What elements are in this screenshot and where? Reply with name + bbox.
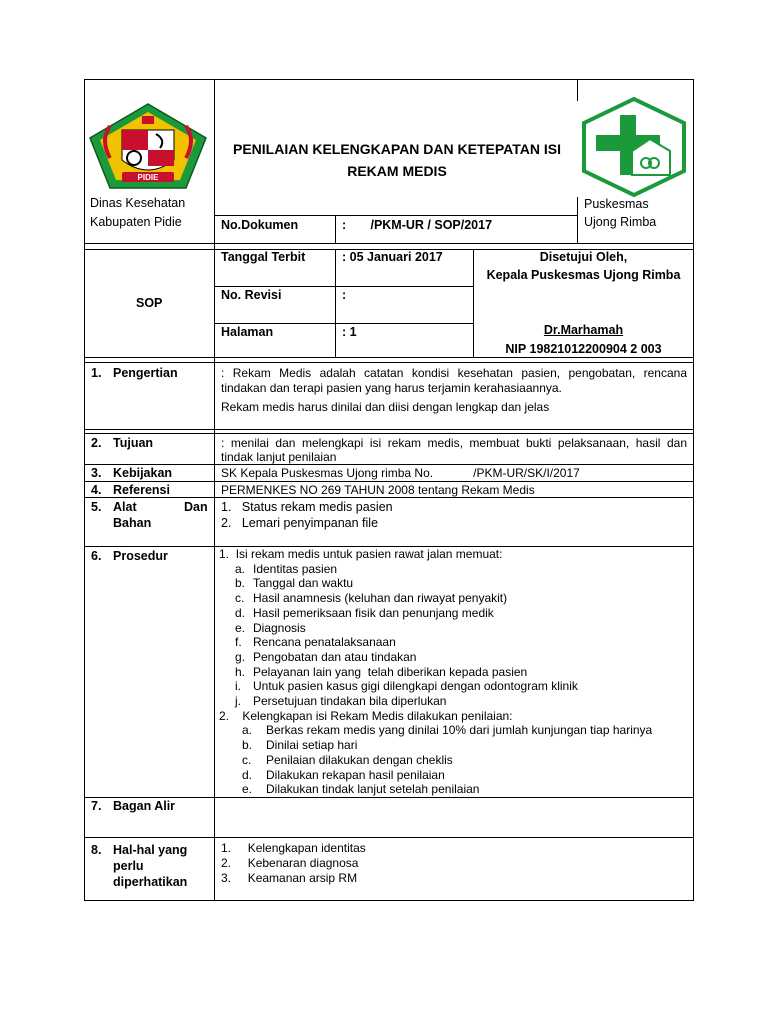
prosedur-subitem: i. Untuk pasien kasus gigi dilengkapi dengan odontogram klinik — [235, 679, 578, 694]
document-title: PENILAIAN KELENGKAPAN DAN KETEPATAN ISI REKAM MEDIS — [233, 141, 561, 179]
prosedur-subitem: e. Dilakukan tindak lanjut setelah penilaian — [242, 782, 480, 797]
prosedur-subitem: j. Persetujuan tindakan bila diperlukan — [235, 694, 447, 709]
section-5-item-1: 1. Status rekam medis pasien — [221, 500, 393, 514]
section-8-item-2: 2. Kebenaran diagnosa — [221, 856, 359, 870]
section-1-number: 1. — [91, 366, 102, 380]
section-5-label-a: Alat — [113, 500, 137, 514]
section-5-number: 5. — [91, 500, 102, 514]
approval-line1: Disetujui Oleh, — [539, 250, 628, 264]
left-org-line2: Kabupaten Pidie — [90, 215, 182, 229]
approval-line2: Kepala Puskesmas Ujong Rimba — [486, 268, 681, 282]
section-4-text: PERMENKES NO 269 TAHUN 2008 tentang Rekam Medis — [221, 483, 535, 497]
approver-nip: NIP 19821012200904 2 003 — [505, 342, 662, 356]
no-dokumen-value: : /PKM-UR / SOP/2017 — [342, 218, 493, 232]
section-2-label: Tujuan — [113, 436, 154, 450]
prosedur-list — [219, 547, 652, 797]
no-revisi-label: No. Revisi — [221, 288, 282, 302]
right-org-line2: Ujong Rimba — [584, 215, 657, 229]
halaman-value: : 1 — [342, 325, 357, 339]
section-8-item-3: 3. Keamanan arsip RM — [221, 871, 358, 885]
section-8-number: 8. — [91, 843, 102, 857]
prosedur-subitem: h. Pelayanan lain yang telah diberikan kepada pasien — [235, 664, 528, 679]
prosedur-subitem: d. Dilakukan rekapan hasil penilaian — [242, 767, 445, 782]
no-revisi-value: : — [342, 288, 347, 302]
section-8-label-a: Hal-hal yang — [113, 843, 188, 857]
section-5-label-c: Bahan — [113, 516, 152, 530]
prosedur-step-1: 1. Isi rekam medis untuk pasien rawat jalan memuat: — [219, 547, 503, 561]
tanggal-terbit-value: : 05 Januari 2017 — [342, 250, 443, 264]
prosedur-subitem: g. Pengobatan dan atau tindakan — [235, 649, 417, 664]
section-1-label: Pengertian — [113, 366, 178, 380]
prosedur-step-2: 2. Kelengkapan isi Rekam Medis dilakukan penilaian: — [219, 708, 513, 723]
prosedur-subitem: a. Berkas rekam medis yang dinilai 10% dari jumlah kunjungan tiap harinya — [242, 723, 653, 738]
section-3-number: 3. — [91, 466, 102, 480]
section-8-label-b: perlu — [113, 859, 144, 873]
prosedur-subitem: e. Diagnosis — [235, 620, 306, 635]
section-7-label: Bagan Alir — [113, 799, 176, 813]
tanggal-terbit-label: Tanggal Terbit — [221, 250, 306, 264]
prosedur-subitem: b. Tanggal dan waktu — [235, 576, 354, 591]
prosedur-subitem: b. Dinilai setiap hari — [242, 738, 358, 753]
section-8-item-1: 1. Kelengkapan identitas — [221, 841, 366, 855]
prosedur-subitem: a. Identitas pasien — [235, 561, 338, 576]
section-2-number: 2. — [91, 436, 102, 450]
prosedur-subitem: d. Hasil pemeriksaan fisik dan penunjang medik — [235, 605, 494, 620]
no-dokumen-label: No.Dokumen — [221, 218, 299, 232]
section-3-label: Kebijakan — [113, 466, 173, 480]
section-4-label: Referensi — [113, 483, 170, 497]
svg-text:PIDIE: PIDIE — [137, 173, 159, 182]
section-2-text: : menilai dan melengkapi isi rekam medis, membuat bukti pelaksanaan, hasil dan tindak lanjut penilaian — [221, 436, 687, 464]
section-5-label-b: Dan — [184, 500, 208, 514]
left-org-line1: Dinas Kesehatan — [90, 196, 186, 210]
section-8-label-c: diperhatikan — [113, 875, 188, 889]
pidie-logo — [86, 100, 210, 192]
section-3-text: SK Kepala Puskesmas Ujong rimba No. /PKM-UR/SK/I/2017 — [221, 466, 580, 480]
prosedur-subitem: c. Penilaian dilakukan dengan cheklis — [242, 752, 453, 767]
puskesmas-logo — [578, 95, 690, 199]
section-7-number: 7. — [91, 799, 102, 813]
halaman-label: Halaman — [221, 325, 274, 339]
section-5-item-2: 2. Lemari penyimpanan file — [221, 516, 379, 530]
section-6-number: 6. — [91, 549, 102, 563]
prosedur-subitem: f. Rencana penatalaksanaan — [235, 635, 396, 650]
sop-label: SOP — [136, 296, 163, 310]
right-org-line1: Puskesmas — [584, 197, 649, 211]
approver-name: Dr.Marhamah — [543, 323, 624, 337]
section-6-label: Prosedur — [113, 549, 168, 563]
section-1-text2: Rekam medis harus dinilai dan diisi dengan lengkap dan jelas — [221, 400, 550, 414]
section-4-number: 4. — [91, 483, 102, 497]
prosedur-subitem: c. Hasil anamnesis (keluhan dan riwayat penyakit) — [235, 591, 508, 606]
section-1-text1: : Rekam Medis adalah catatan kondisi kesehatan pasien, pengobatan, rencana tindakan dan terapi pasien yang harus terjamin kerahasiaannya. — [221, 366, 687, 395]
